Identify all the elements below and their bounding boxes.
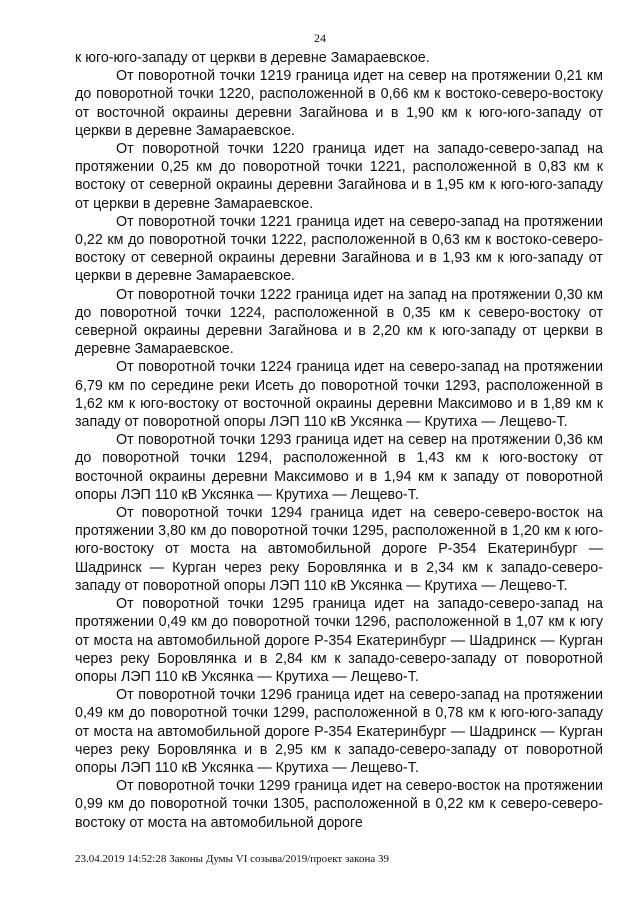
paragraph-continuation: к юго-юго-западу от церкви в деревне Замараевское.	[75, 50, 430, 66]
paragraph-point-1299: От поворотной точки 1299 граница идет на северо-восток на протяжении 0,99 км до поворотной точки 1305, расположенной в 0,22 км к северо-северо-востоку от моста на автомобильной дороге	[75, 778, 603, 831]
paragraph-point-1220: От поворотной точки 1220 граница идет на западо-северо-запад на протяжении 0,25 км до поворотной точки 1221, расположенной в 0,83 км к востоку от северной окраины деревни Загайнова и в 1,95 км к юго-юго-западу от церкви в деревне Замараевское.	[75, 141, 603, 212]
paragraph-point-1295: От поворотной точки 1295 граница идет на западо-северо-запад на протяжении 0,49 км до поворотной точки 1296, расположенной в 1,07 км к югу от моста на автомобильной дороге Р-354 Екатеринбург — Шадринск — Курган через реку Боровлянка и в 2,84 км к западо-северо-западу от поворотной опоры ЛЭП 110 кВ Уксянка — Крутиха — Лещево-Т.	[75, 596, 603, 685]
paragraph-point-1294: От поворотной точки 1294 граница идет на северо-северо-восток на протяжении 3,80 км до поворотной точки 1295, расположенной в 1,20 км к юго-юго-востоку от моста на автомобильной дороге Р-354 Екатеринбург — Шадринск — Курган через реку Боровлянка и в 2,34 км к западо-северо-западу от поворотной опоры ЛЭП 110 кВ Уксянка — Крутиха — Лещево-Т.	[75, 505, 603, 594]
paragraph-point-1296: От поворотной точки 1296 граница идет на северо-запад на протяжении 0,49 км до поворотной точки 1299, расположенной в 0,78 км к юго-юго-западу от моста на автомобильной дороге Р-354 Екатеринбург — Шадринск — Курган через реку Боровлянка и в 2,95 км к западо-северо-западу от поворотной опоры ЛЭП 110 кВ Уксянка — Крутиха — Лещево-Т.	[75, 687, 603, 776]
paragraph-point-1222: От поворотной точки 1222 граница идет на запад на протяжении 0,30 км до поворотной точки 1224, расположенной в 0,35 км к северо-востоку от северной окраины деревни Загайнова и в 2,20 км к юго-западу от церкви в деревне Замараевское.	[75, 286, 603, 358]
paragraph-point-1293: От поворотной точки 1293 граница идет на север на протяжении 0,36 км до поворотной точки 1294, расположенной в 1,43 км к юго-востоку от восточной окраины деревни Максимово и в 1,94 км к западу от поворотной опоры ЛЭП 110 кВ Уксянка — Крутиха — Лещево-Т.	[75, 432, 603, 503]
paragraph-point-1221: От поворотной точки 1221 граница идет на северо-запад на протяжении 0,22 км до поворотной точки 1222, расположенной в 0,63 км к востоко-северо-востоку от северной окраины деревни Загайнова и в 1,93 км к юго-западу от церкви в деревне Замараевское.	[75, 213, 603, 285]
document-footer: 23.04.2019 14:52:28 Законы Думы VI созыва/2019/проект закона 39	[75, 853, 389, 865]
document-body	[75, 49, 603, 832]
page-number: 24	[314, 31, 326, 45]
paragraph-point-1224: От поворотной точки 1224 граница идет на северо-запад на протяжении 6,79 км по середине реки Исеть до поворотной точки 1293, расположенной в 1,62 км к юго-востоку от восточной окраины деревни Максимово и в 1,89 км к западу от поворотной опоры ЛЭП 110 кВ Уксянка — Крутиха — Лещево-Т.	[75, 359, 603, 431]
paragraph-point-1219: От поворотной точки 1219 граница идет на север на протяжении 0,21 км до поворотной точки 1220, расположенной в 0,66 км к востоко-северо-востоку от восточной окраины деревни Загайнова и в 1,90 км к юго-юго-западу от церкви в деревне Замараевское.	[75, 68, 603, 139]
